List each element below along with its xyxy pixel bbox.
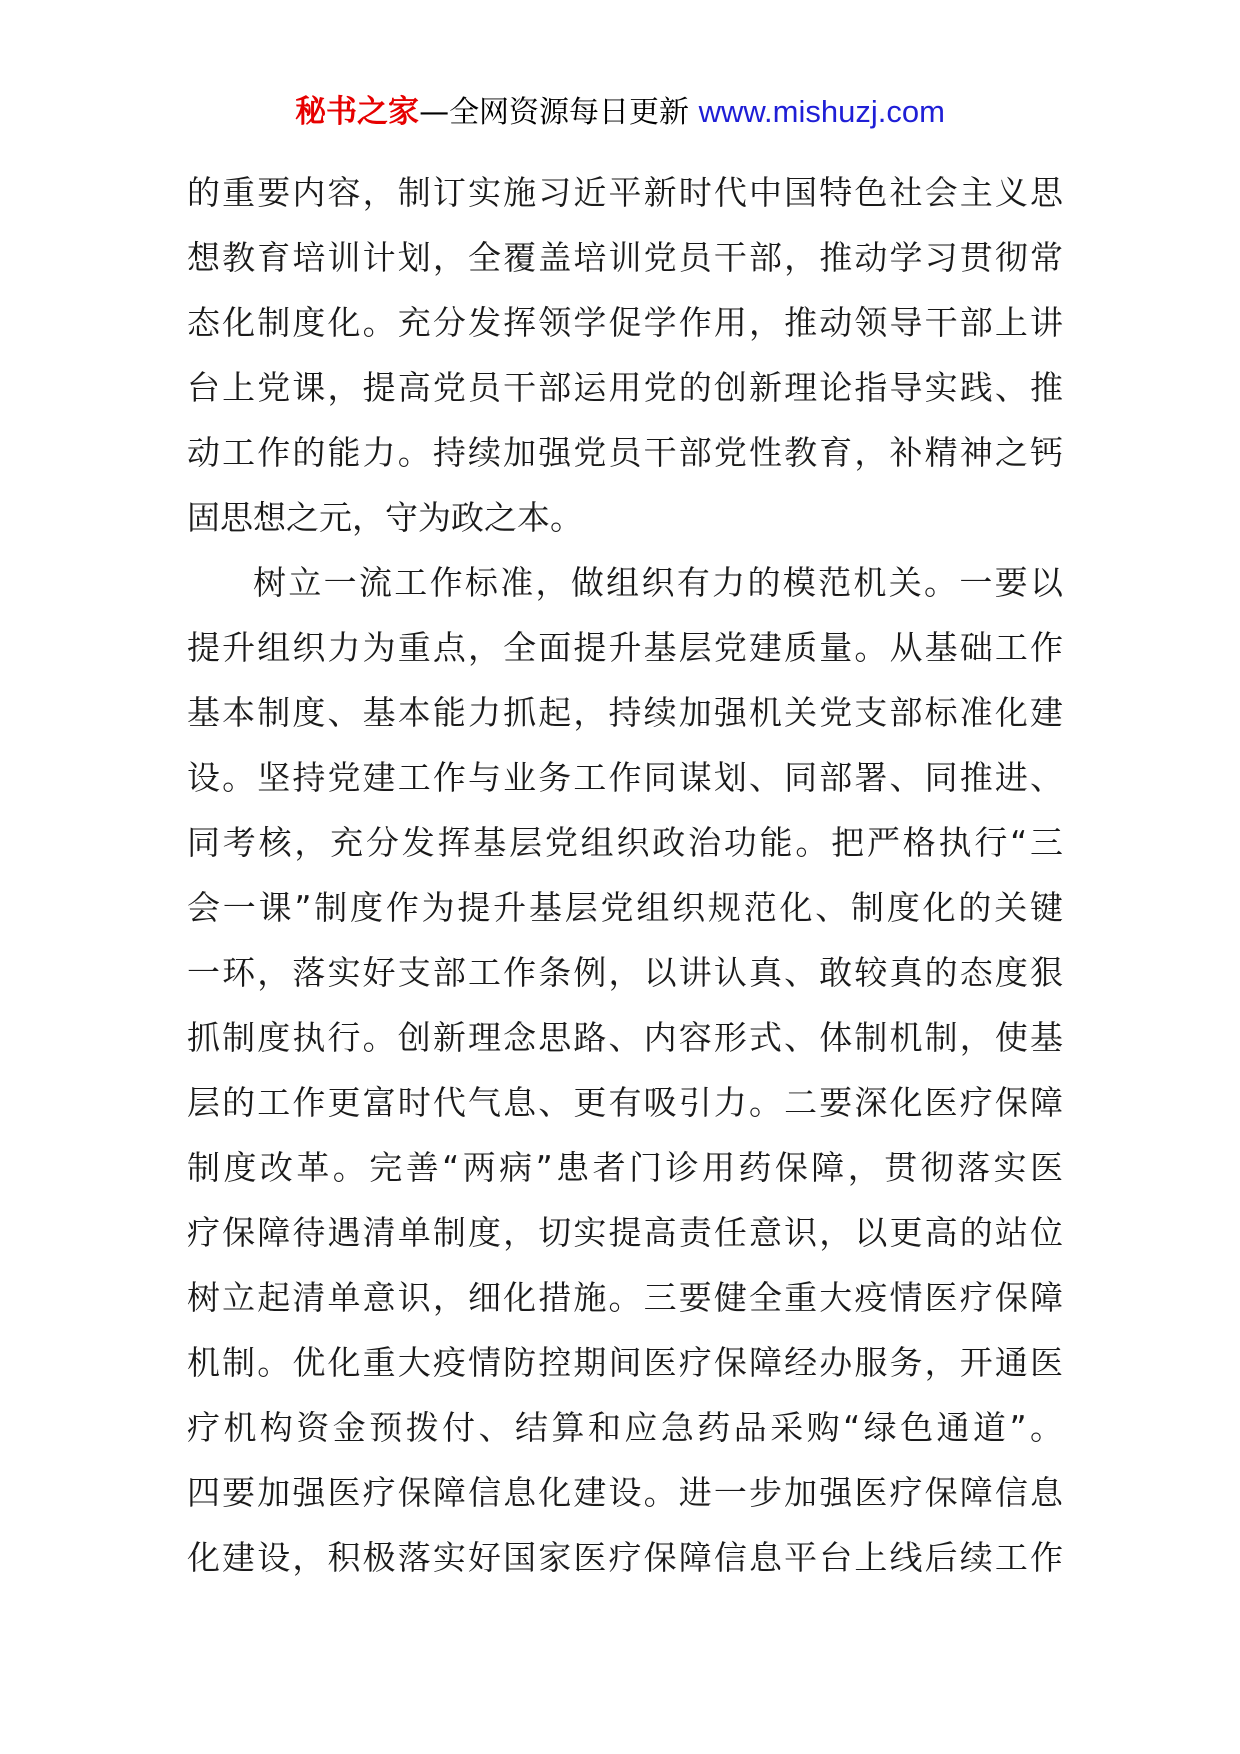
paragraph-heading-line: 树立一流工作标准，做组织有力的模范机关。一要以	[253, 563, 1063, 602]
text-line: 动工作的能力。持续加强党员干部党性教育，补精神之钙	[187, 433, 1063, 472]
document-body	[187, 160, 1063, 1590]
text-line: 机制。优化重大疫情防控期间医疗保障经办服务，开通医	[187, 1343, 1063, 1382]
text-line: 设。坚持党建工作与业务工作同谋划、同部署、同推进、	[187, 758, 1063, 797]
text-line: 树立起清单意识，细化措施。三要健全重大疫情医疗保障	[187, 1278, 1063, 1317]
text-line: 想教育培训计划，全覆盖培训党员干部，推动学习贯彻常	[187, 238, 1063, 277]
brand-name: 秘书之家	[295, 94, 420, 130]
text-line: 提升组织力为重点，全面提升基层党建质量。从基础工作	[187, 628, 1063, 667]
header-tagline: —全网资源每日更新	[419, 95, 690, 130]
text-line: 化建设，积极落实好国家医疗保障信息平台上线后续工作	[187, 1538, 1063, 1577]
text-line: 一环，落实好支部工作条例，以讲认真、敢较真的态度狠	[187, 953, 1063, 992]
text-line: 四要加强医疗保障信息化建设。进一步加强医疗保障信息	[187, 1473, 1063, 1512]
text-line: 疗保障待遇清单制度，切实提高责任意识，以更高的站位	[187, 1213, 1063, 1252]
text-line: 疗机构资金预拨付、结算和应急药品采购“绿色通道”。	[187, 1408, 1063, 1447]
text-line: 固思想之元，守为政之本。	[187, 498, 583, 537]
text-line: 基本制度、基本能力抓起，持续加强机关党支部标准化建	[187, 693, 1063, 732]
text-line: 制度改革。完善“两病”患者门诊用药保障，贯彻落实医	[187, 1148, 1063, 1187]
site-url-link[interactable]: www.mishuzj.com	[698, 94, 945, 129]
text-line: 抓制度执行。创新理念思路、内容形式、体制机制，使基	[187, 1018, 1063, 1057]
text-line: 台上党课，提高党员干部运用党的创新理论指导实践、推	[187, 368, 1063, 407]
text-line: 层的工作更富时代气息、更有吸引力。二要深化医疗保障	[187, 1083, 1063, 1122]
text-line: 的重要内容，制订实施习近平新时代中国特色社会主义思	[187, 173, 1063, 212]
page-header	[0, 92, 1240, 133]
text-line: 同考核，充分发挥基层党组织政治功能。把严格执行“三	[187, 823, 1063, 862]
text-line: 态化制度化。充分发挥领学促学作用，推动领导干部上讲	[187, 303, 1063, 342]
text-line: 会一课”制度作为提升基层党组织规范化、制度化的关键	[187, 888, 1063, 927]
